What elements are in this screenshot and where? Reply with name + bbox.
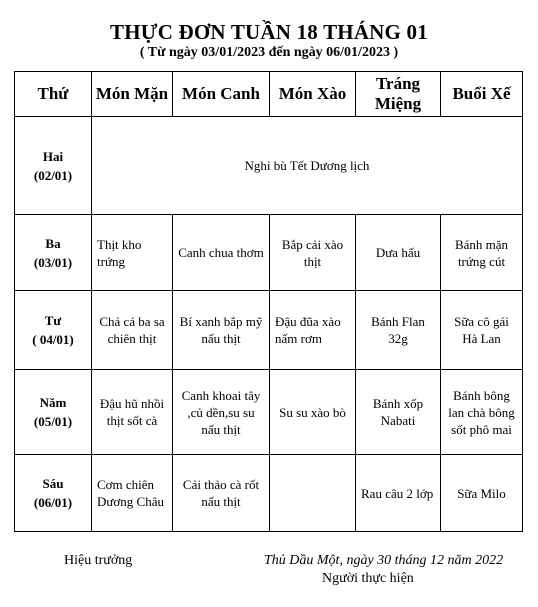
day-name: Sáu: [42, 476, 64, 491]
dish-trang-mieng: Rau câu 2 lớp: [356, 455, 441, 532]
dish-canh: Canh chua thơm: [173, 215, 270, 291]
date-range-subtitle: ( Từ ngày 03/01/2023 đến ngày 06/01/2023 ): [139, 45, 399, 60]
dish-canh: Bí xanh bắp mỹ nấu thịt: [173, 291, 270, 370]
dish-man: Thịt kho trứng: [92, 215, 173, 291]
principal-label: Hiệu trưởng: [64, 553, 133, 568]
dish-man: Chả cá ba sa chiên thịt: [92, 291, 173, 370]
header-trang-mieng: Tráng Miệng: [356, 72, 441, 117]
day-name: Ba: [45, 235, 61, 251]
dish-xao: [270, 455, 356, 532]
table-row: [15, 455, 523, 532]
table-row: [15, 370, 523, 455]
header-buoi-xe: Buổi Xế: [441, 72, 523, 117]
day-cell: [15, 370, 92, 455]
day-date: ( 04/01): [32, 332, 74, 347]
table-row: [15, 117, 523, 215]
dish-buoi-xe: Sữa Milo: [441, 455, 523, 532]
dish-canh: Canh khoai tây ,củ dền,su su nấu thịt: [173, 370, 270, 455]
signer-label: Người thực hiện: [322, 571, 414, 586]
day-cell: [15, 291, 92, 370]
page-title: THỰC ĐƠN TUẦN 18 THÁNG 01: [110, 20, 428, 44]
day-name: Hai: [42, 148, 64, 164]
place-date: Thủ Dầu Một, ngày 30 tháng 12 năm 2022: [264, 553, 504, 568]
table-header-row: [15, 72, 523, 117]
day-date: (02/01): [33, 167, 73, 183]
header-day: Thứ: [15, 72, 92, 117]
day-cell: [15, 215, 92, 291]
day-cell: [15, 455, 92, 532]
dish-xao: Su su xào bò: [270, 370, 356, 455]
day-date: (03/01): [33, 254, 73, 270]
day-date: (05/01): [33, 414, 73, 429]
dish-xao: Đậu đũa xào nấm rơm: [270, 291, 356, 370]
day-name: Tư: [44, 313, 62, 328]
table-row: [15, 291, 523, 370]
dish-buoi-xe: Sữa cô gái Hà Lan: [441, 291, 523, 370]
dish-trang-mieng: Bánh Flan 32g: [356, 291, 441, 370]
dish-buoi-xe: Bánh mặn trứng cút: [441, 215, 523, 291]
day-cell: [15, 117, 92, 215]
header-mon-canh: Món Canh: [173, 72, 270, 117]
weekly-menu-table: [14, 71, 523, 532]
dish-buoi-xe: Bánh bông lan chà bông sốt phô mai: [441, 370, 523, 455]
table-row: [15, 215, 523, 291]
dish-trang-mieng: Dưa hấu: [356, 215, 441, 291]
holiday-note-text: Nghỉ bù Tết Dương lịch: [244, 158, 370, 173]
dish-canh: Cải thảo cà rốt nấu thịt: [173, 455, 270, 532]
header-mon-man: Món Mặn: [92, 72, 173, 117]
dish-trang-mieng: Bánh xốp Nabati: [356, 370, 441, 455]
holiday-note: [92, 117, 523, 215]
day-name: Năm: [39, 395, 67, 410]
dish-man: Đậu hũ nhồi thịt sốt cà: [92, 370, 173, 455]
day-date: (06/01): [33, 495, 73, 510]
dish-xao: Bắp cải xào thịt: [270, 215, 356, 291]
dish-man: Cơm chiên Dương Châu: [92, 455, 173, 532]
header-mon-xao: Món Xào: [270, 72, 356, 117]
